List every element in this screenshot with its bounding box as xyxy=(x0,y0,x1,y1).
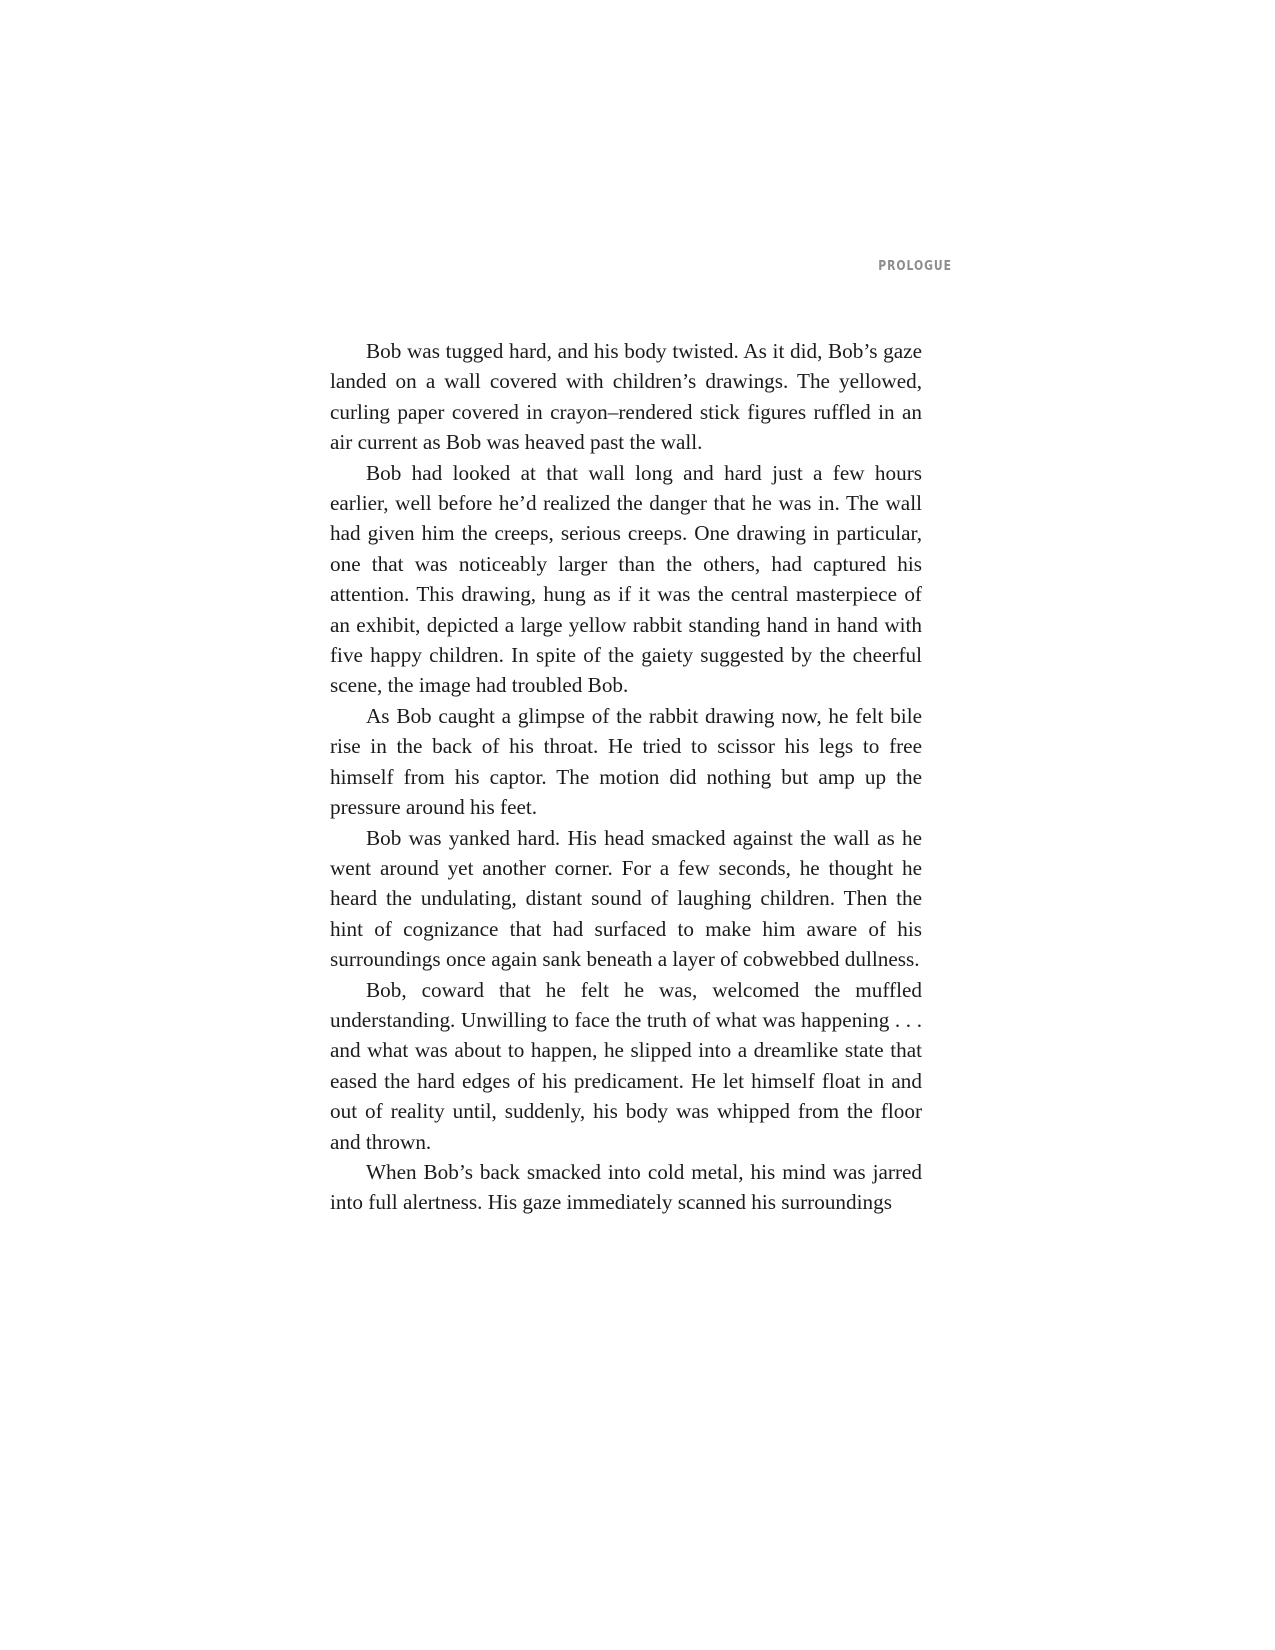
paragraph: When Bob’s back smacked into cold metal, his mind was jarred into full alertness. His gaze immediately scanned his surroundings xyxy=(330,1159,922,1215)
paragraph: Bob had looked at that wall long and hard just a few hours earlier, well before he’d realized the danger that he was in. The wall had given him the creeps, serious creeps. One drawing in particular, one that was noticeably larger than the others, had captured his attention. This drawing, hung as if it was the central masterpiece of an exhibit, depicted a large yellow rabbit standing hand in hand with five happy children. In spite of the gaiety suggested by the cheerful scene, the image had troubled Bob. xyxy=(330,460,922,698)
paragraph: Bob was yanked hard. His head smacked against the wall as he went around yet another corner. For a few seconds, he thought he heard the undulating, distant sound of laughing children. Then the hint of cognizance that had surfaced to make him aware of his surroundings once again sank beneath a layer of cobwebbed dullness. xyxy=(330,825,922,972)
paragraph: Bob, coward that he felt he was, welcomed the muffled understanding. Unwilling to face the truth of what was happening . . . and what was about to happen, he slipped into a dreamlike state that eased the hard edges of his predicament. He let himself float in and out of reality until, suddenly, his body was whipped from the floor and thrown. xyxy=(330,977,922,1154)
running-head: PROLOGUE xyxy=(878,258,952,274)
paragraph: Bob was tugged hard, and his body twisted. As it did, Bob’s gaze landed on a wall covered with children’s drawings. The yellowed, curling paper covered in crayon–rendered stick figures ruffled in an air current as Bob was heaved past the wall. xyxy=(330,339,922,455)
body-text xyxy=(330,336,922,1218)
paragraph: As Bob caught a glimpse of the rabbit drawing now, he felt bile rise in the back of his throat. He tried to scissor his legs to free himself from his captor. The motion did nothing but amp up the pressure around his feet. xyxy=(330,703,922,820)
